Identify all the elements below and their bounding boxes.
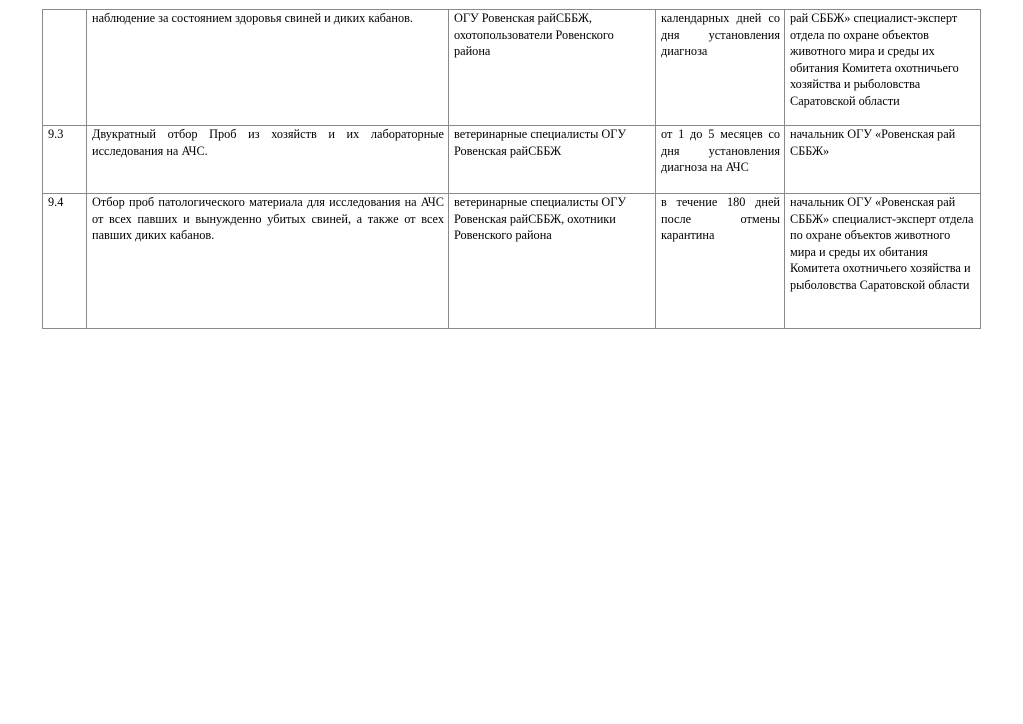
responsible-cell: начальник ОГУ «Ровенская рай СББЖ» специалист-эксперт отдела по охране объектов животного мира и среды их обитания Комитета охотничьего хозяйства и рыболовства Саратовской области — [785, 194, 981, 329]
term-cell: от 1 до 5 месяцев со дня установления диагноза на АЧС — [656, 126, 785, 194]
measure-cell: Двукратный отбор Проб из хозяйств и их лабораторные исследования на АЧС. — [87, 126, 449, 194]
responsible-cell: рай СББЖ» специалист-эксперт отдела по охране объектов животного мира и среды их обитания Комитета охотничьего хозяйства и рыболовства Саратовской области — [785, 10, 981, 126]
measures-table — [42, 9, 981, 329]
table-row — [43, 10, 981, 126]
row-number-cell — [43, 10, 87, 126]
executors-cell: ветеринарные специалисты ОГУ Ровенская райСББЖ, охотники Ровенского района — [449, 194, 656, 329]
responsible-cell: начальник ОГУ «Ровенская рай СББЖ» — [785, 126, 981, 194]
term-cell: в течение 180 дней после отмены карантина — [656, 194, 785, 329]
table-row — [43, 126, 981, 194]
measure-cell: наблюдение за состоянием здоровья свиней и диких кабанов. — [87, 10, 449, 126]
executors-cell: ОГУ Ровенская райСББЖ, охотопользователи Ровенского района — [449, 10, 656, 126]
row-number-cell: 9.3 — [43, 126, 87, 194]
executors-cell: ветеринарные специалисты ОГУ Ровенская райСББЖ — [449, 126, 656, 194]
measure-cell: Отбор проб патологического материала для исследования на АЧС от всех павших и вынужденно убитых свиней, а также от всех павших диких кабанов. — [87, 194, 449, 329]
term-cell: календарных дней со дня установления диагноза — [656, 10, 785, 126]
row-number-cell: 9.4 — [43, 194, 87, 329]
table-row — [43, 194, 981, 329]
